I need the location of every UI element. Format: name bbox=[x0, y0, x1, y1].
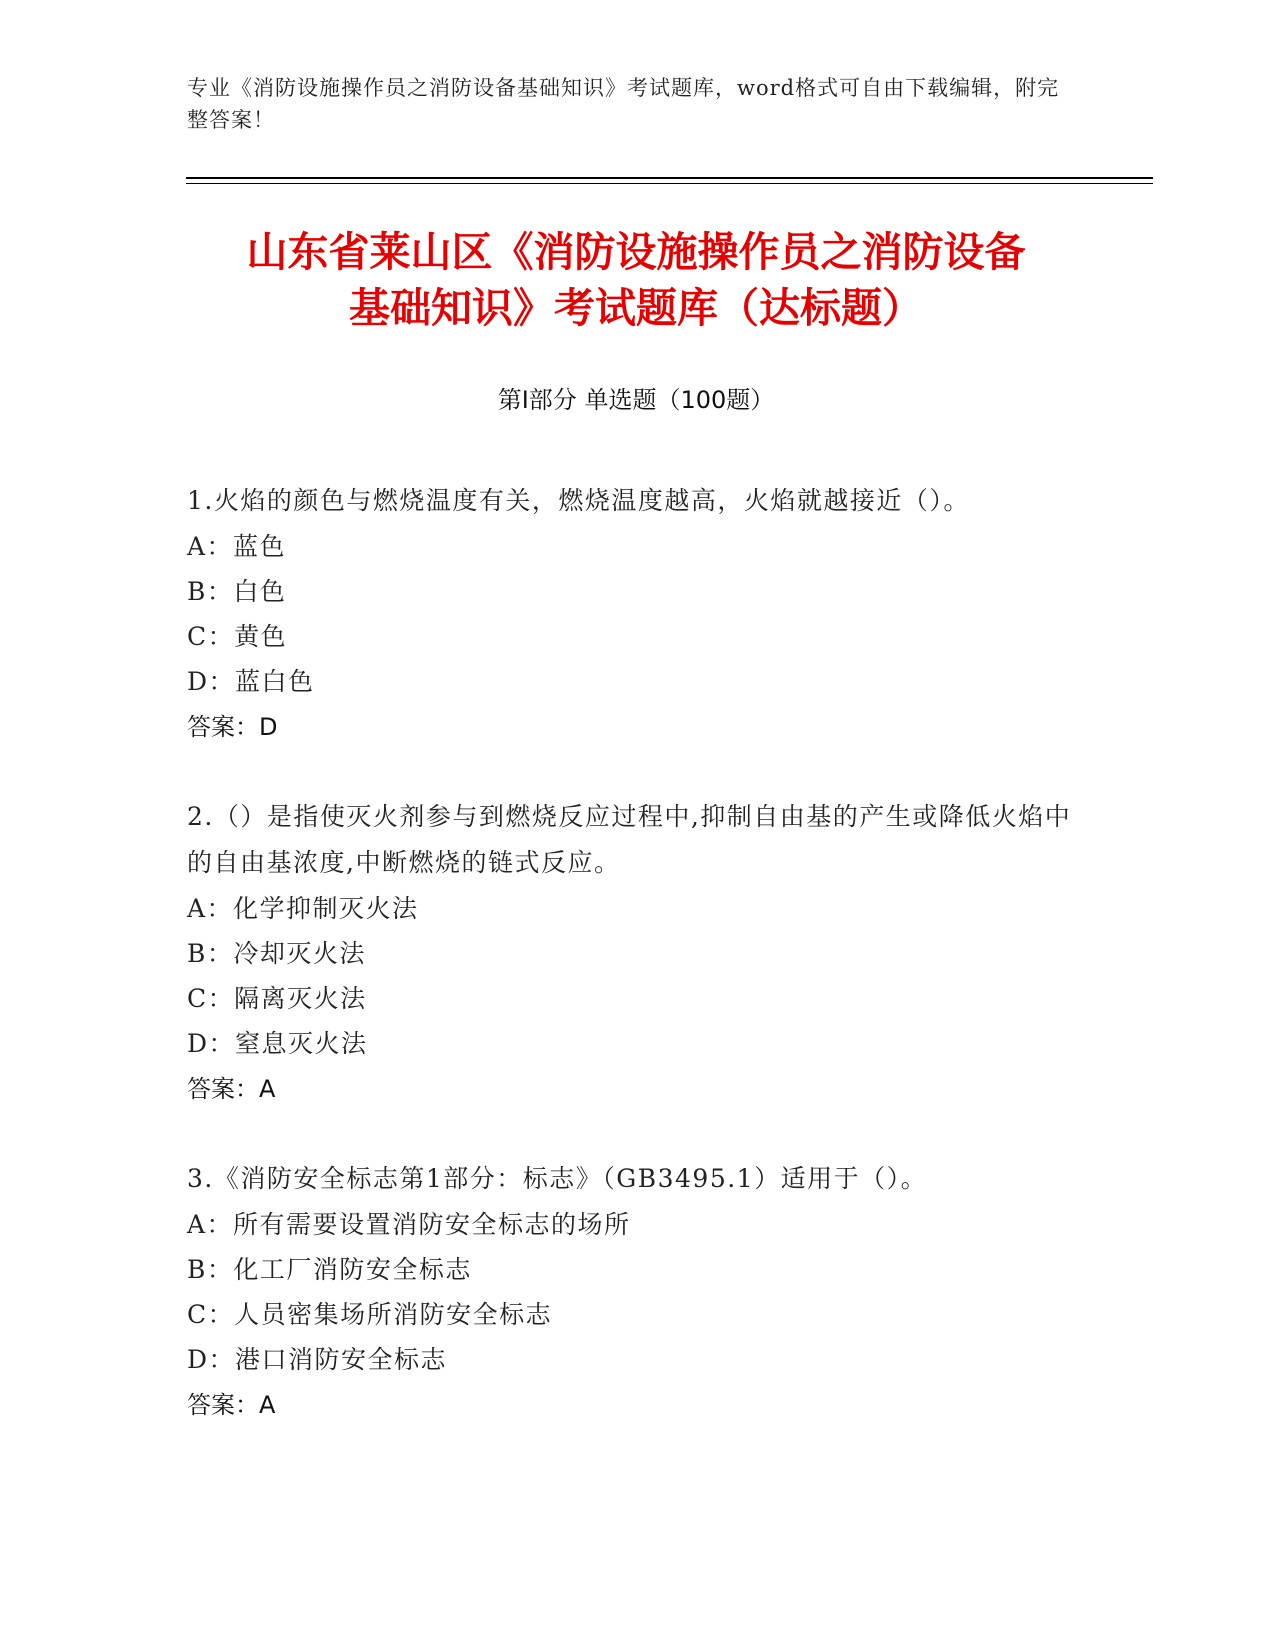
question-1 bbox=[187, 478, 1087, 750]
question-3 bbox=[187, 1156, 1087, 1428]
option-a: A：所有需要设置消防安全标志的场所 bbox=[187, 1210, 631, 1239]
option-c: C：黄色 bbox=[187, 622, 288, 651]
option-d: D：港口消防安全标志 bbox=[187, 1345, 448, 1374]
document-title bbox=[186, 224, 1086, 336]
option-a: A：化学抑制灭火法 bbox=[187, 894, 419, 923]
option-c: C：人员密集场所消防安全标志 bbox=[187, 1300, 553, 1329]
option-b: B：白色 bbox=[187, 577, 287, 606]
option-a: A：蓝色 bbox=[187, 532, 287, 561]
question-stem: 3.《消防安全标志第1部分：标志》（GB3495.1）适用于（）。 bbox=[187, 1164, 928, 1193]
question-stem: 2.（）是指使灭火剂参与到燃烧反应过程中,抑制自由基的产生或降低火焰中的自由基浓度,中断燃烧的链式反应。 bbox=[187, 802, 1072, 877]
question-2 bbox=[187, 794, 1087, 1112]
option-d: D：蓝白色 bbox=[187, 667, 315, 696]
title-line-2: 基础知识》考试题库（达标题） bbox=[349, 284, 923, 332]
answer: 答案：A bbox=[187, 1075, 276, 1103]
header-rule-thick bbox=[186, 177, 1153, 179]
answer: 答案：D bbox=[187, 713, 278, 741]
header-note: 专业《消防设施操作员之消防设备基础知识》考试题库，word格式可自由下载编辑，附完整答案！ bbox=[187, 76, 1060, 132]
option-b: B：冷却灭火法 bbox=[187, 939, 366, 968]
header-rule-thin bbox=[186, 183, 1153, 184]
question-stem: 1.火焰的颜色与燃烧温度有关，燃烧温度越高，火焰就越接近（）。 bbox=[187, 486, 970, 515]
option-d: D：窒息灭火法 bbox=[187, 1029, 368, 1058]
option-b: B：化工厂消防安全标志 bbox=[187, 1255, 472, 1284]
option-c: C：隔离灭火法 bbox=[187, 984, 367, 1013]
question-list bbox=[187, 478, 1087, 1472]
answer: 答案：A bbox=[187, 1391, 276, 1419]
title-line-1: 山东省莱山区《消防设施操作员之消防设备 bbox=[246, 228, 1026, 276]
section-title: 第I部分 单选题（100题） bbox=[497, 386, 775, 414]
